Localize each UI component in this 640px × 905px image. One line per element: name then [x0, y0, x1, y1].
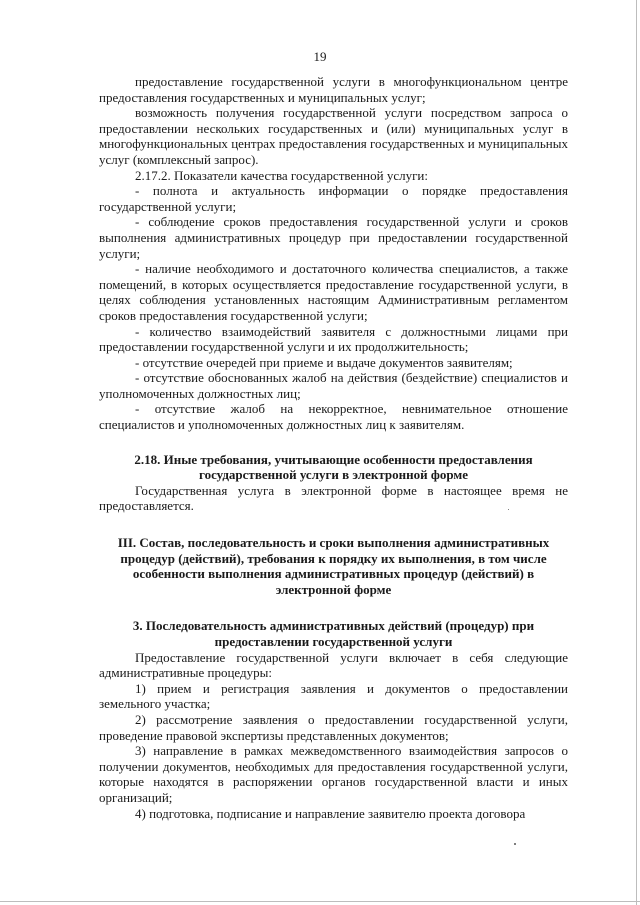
- scan-speck: [508, 509, 509, 510]
- section-heading-2-18: 2.18. Иные требования, учитывающие особенности предоставления государственной услуги в электронной форме: [134, 451, 533, 483]
- list-item: 2) рассмотрение заявления о предоставлении государственной услуги, проведение правовой экспертизы представленных документов;: [99, 711, 568, 743]
- paragraph: - отсутствие жалоб на некорректное, невнимательное отношение специалистов и уполномоченных должностных лиц к заявителям.: [99, 401, 568, 433]
- paragraph: - наличие необходимого и достаточного количества специалистов, а также помещений, в которых осуществляется предоставление государственной услуги, в целях соблюдения установленных настоящим Административным регламентом сроков предоставления государственной услуги;: [99, 261, 568, 323]
- paragraph: - отсутствие очередей при приеме и выдаче документов заявителям;: [135, 354, 513, 370]
- paragraph: Предоставление государственной услуги включает в себя следующие административные процедуры:: [99, 649, 568, 681]
- paragraph: - количество взаимодействий заявителя с должностными лицами при предоставлении государственной услуги и их продолжительность;: [99, 323, 568, 355]
- paragraph: Государственная услуга в электронной форме в настоящее время не предоставляется.: [99, 482, 568, 514]
- spacer: [99, 514, 568, 535]
- paragraph: 2.17.2. Показатели качества государственной услуги:: [135, 167, 428, 183]
- document-body: [99, 74, 568, 821]
- chapter-heading-III: III. Состав, последовательность и сроки выполнения административных процедур (действий), требования к порядку их выполнения, в том числе особенности выполнения административных процедур (действий) в электронной форме: [117, 535, 550, 597]
- section-heading-3: 3. Последовательность административных действий (процедур) при предоставлении государственной услуги: [132, 618, 535, 649]
- spacer: [99, 433, 568, 452]
- list-item: 3) направление в рамках межведомственного взаимодействия запросов о получении документов, необходимых для предоставления государственной услуги, которые находятся в распоряжении органов государственной власти и иных организаций;: [99, 743, 568, 805]
- scan-border-bottom: [0, 901, 640, 902]
- page-number: 19: [313, 49, 327, 64]
- paragraph: предоставление государственной услуги в многофункциональном центре предоставления государственных и муниципальных услуг;: [99, 74, 568, 105]
- paragraph: - соблюдение сроков предоставления государственной услуги и сроков выполнения административных процедур при предоставлении государственной услуги;: [99, 214, 568, 261]
- scan-speck: [514, 843, 516, 845]
- paragraph: возможность получения государственной услуги посредством запроса о предоставлении нескольких государственных и (или) муниципальных услуг в многофункциональных центрах предоставления государственных и муниципальных услуг (комплексный запрос).: [99, 105, 568, 167]
- paragraph: - отсутствие обоснованных жалоб на действия (бездействие) специалистов и уполномоченных должностных лиц;: [99, 370, 568, 401]
- spacer: [99, 597, 568, 618]
- scan-border-right: [636, 0, 637, 905]
- paragraph: - полнота и актуальность информации о порядке предоставления государственной услуги;: [99, 183, 568, 214]
- list-item: 1) прием и регистрация заявления и документов о предоставлении земельного участка;: [99, 680, 568, 712]
- list-item: 4) подготовка, подписание и направление заявителю проекта договора: [135, 805, 526, 821]
